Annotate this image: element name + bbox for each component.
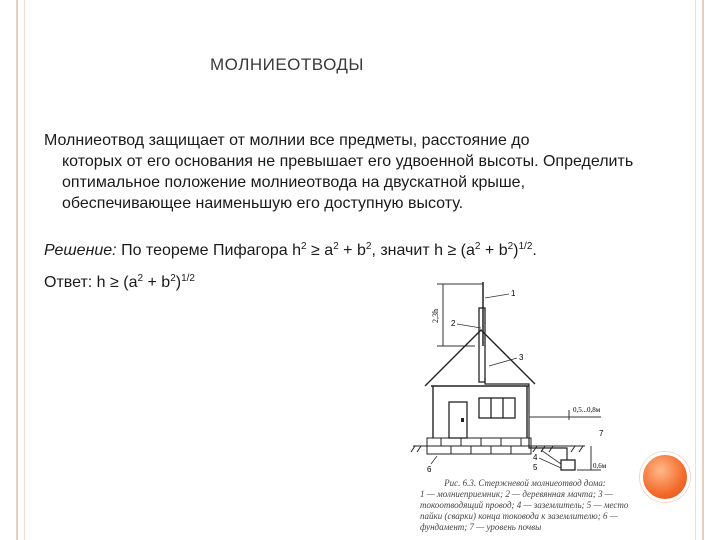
answer-exp-1: 2 [137,273,144,284]
problem-rest: которых от его основания не превышает его удвоенной высоты. Определить оптимальное положение молниеотвода на двускатной крыше, обеспечивающее наименьшую его доступную высоту. [62,153,634,212]
solution-exp-1: 2 [301,241,307,252]
solution-label: Решение: [44,242,117,259]
distance-label: 0,5...0,8м [573,406,601,414]
caption-text: 1 — молниеприемник; 2 — деревянная мачта; 3 — токоотводящий провод; 4 — заземлитель; 5 — место пайки (сварки) конца токовода к заземлителю; 6 — фундамент; 7 — уровень почвы [420,489,629,532]
depth-label: 0,6м [593,462,607,470]
soil-level [411,446,585,452]
solution-part-2: ≥ a [306,242,334,259]
callout-6: 6 [427,465,432,474]
answer-exp-2: 2 [170,273,176,284]
down-conductor [485,378,567,460]
answer-part-3: ) [175,274,182,291]
solution-exp-2: 2 [333,241,339,252]
house-window [479,398,515,418]
solution-exp-3: 2 [365,241,372,252]
caption-title: Рис. 6.3. Стержневой молниеотвод дома: [444,478,606,488]
problem-first-line: Молниеотвод защищает от молнии все предметы, расстояние до [44,132,530,149]
answer-part-2: + b [143,274,171,291]
solution-part-6: ) [513,242,519,259]
solution-text [44,240,644,261]
solution-exp-half: 1/2 [518,241,533,252]
answer-part-1: Ответ: h ≥ (a [44,274,138,291]
callout-5: 5 [533,463,538,472]
callout-1: 1 [511,289,516,298]
problem-text [44,130,644,214]
callout-2: 2 [451,319,456,328]
ground-electrode [561,460,575,470]
slide-title: МОЛНИЕОТВОДЫ [210,55,364,74]
house-walls [433,386,527,438]
figure-caption [420,478,630,533]
callout-7: 7 [599,429,604,438]
solution-end: . [532,242,537,259]
height-dimension [437,284,483,346]
foundation [427,438,531,454]
callout-4: 4 [533,453,538,462]
callout-3: 3 [519,353,524,362]
solution-part-3: + b [338,242,366,259]
decorative-circle [640,452,690,502]
solution-part-1: По теореме Пифагора h [116,242,302,259]
solution-exp-4: 2 [474,241,481,252]
solution-part-4: , значит h ≥ (a [371,242,475,259]
answer-exp-half: 1/2 [181,273,195,284]
solution-exp-5: 2 [507,241,514,252]
door-handle [461,418,464,422]
height-label: 2,3h [431,309,440,323]
solution-part-5: + b [480,242,508,259]
house-door [449,402,467,438]
